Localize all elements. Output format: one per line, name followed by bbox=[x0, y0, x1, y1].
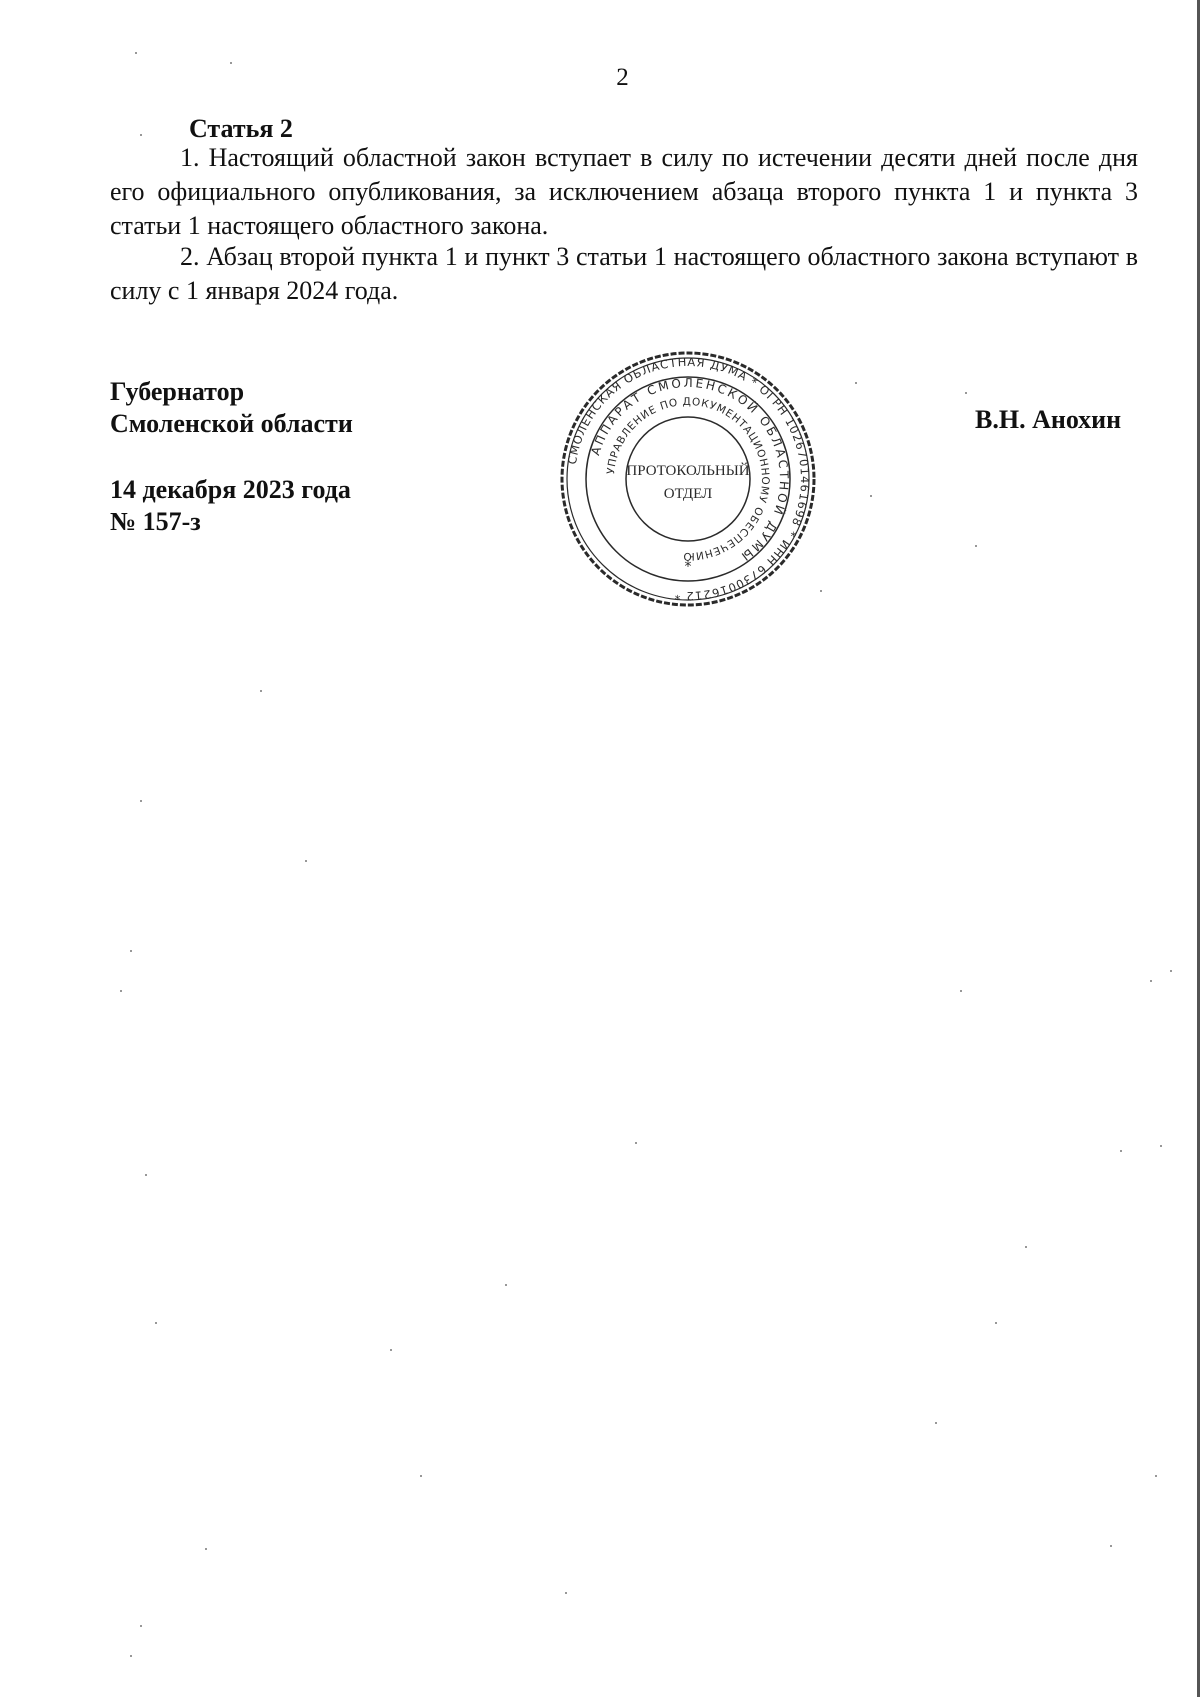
scan-speck bbox=[305, 860, 307, 862]
seal-star-icon: * bbox=[684, 559, 692, 575]
scan-speck bbox=[140, 134, 142, 136]
scan-speck bbox=[635, 1142, 637, 1144]
scan-speck bbox=[565, 1592, 567, 1594]
page-number: 2 bbox=[616, 64, 629, 91]
seal-inner-ring-text: УПРАВЛЕНИЕ ПО ДОКУМЕНТАЦИОННОМУ ОБЕСПЕЧЕНИЮ bbox=[605, 395, 772, 563]
scan-speck bbox=[130, 950, 132, 952]
scan-speck bbox=[855, 382, 857, 384]
scan-speck bbox=[120, 990, 122, 992]
scan-speck bbox=[1150, 980, 1152, 982]
scan-speck bbox=[130, 1655, 132, 1657]
scan-speck bbox=[975, 545, 977, 547]
scan-speck bbox=[145, 1174, 147, 1176]
scan-speck bbox=[155, 1322, 157, 1324]
scan-speck bbox=[1110, 1545, 1112, 1547]
scan-speck bbox=[420, 1475, 422, 1477]
seal-center-line-1: ПРОТОКОЛЬНЫЙ bbox=[626, 463, 750, 479]
scan-speck bbox=[960, 990, 962, 992]
scan-speck bbox=[205, 1548, 207, 1550]
scan-speck bbox=[1170, 970, 1172, 972]
scan-speck bbox=[965, 392, 967, 394]
scan-speck bbox=[820, 590, 822, 592]
scan-speck bbox=[995, 1322, 997, 1324]
article-paragraph-2: 2. Абзац второй пункта 1 и пункт 3 статьи 1 настоящего областного закона вступают в силу с 1 января 2024 года. bbox=[110, 242, 1138, 305]
scan-speck bbox=[140, 1625, 142, 1627]
issue-block bbox=[110, 474, 351, 538]
official-seal bbox=[558, 349, 818, 609]
issue-number: № 157-з bbox=[110, 507, 201, 536]
seal-middle-ring-text: АППАРАТ СМОЛЕНСКОЙ ОБЛАСТНОЙ ДУМЫ bbox=[588, 375, 792, 565]
scan-speck bbox=[140, 800, 142, 802]
seal-outer-ring-text: СМОЛЕНСКАЯ ОБЛАСТНАЯ ДУМА * ОГРН 1026701461698 * ИНН 6730016212 * bbox=[564, 354, 813, 604]
scan-speck bbox=[1155, 1475, 1157, 1477]
scan-speck bbox=[505, 1284, 507, 1286]
issue-date: 14 декабря 2023 года bbox=[110, 475, 351, 504]
scan-speck bbox=[1025, 1246, 1027, 1248]
signer-position-line-2: Смоленской области bbox=[110, 409, 353, 438]
scan-speck bbox=[260, 690, 262, 692]
scan-speck bbox=[135, 52, 137, 54]
signer-position-line-1: Губернатор bbox=[110, 377, 245, 406]
article-paragraph-1: 1. Настоящий областной закон вступает в силу по истечении десяти дней после дня его официального опубликования, за исключением абзаца второго пункта 1 и пункта 3 статьи 1 настоящего областного закона. bbox=[110, 143, 1138, 240]
scan-speck bbox=[870, 495, 872, 497]
scan-speck bbox=[230, 62, 232, 64]
signer-position bbox=[110, 376, 353, 440]
scan-speck bbox=[390, 1349, 392, 1351]
scan-speck bbox=[935, 1422, 937, 1424]
signer-name: В.Н. Анохин bbox=[975, 405, 1122, 434]
scan-speck bbox=[1120, 1150, 1122, 1152]
seal-center-line-2: ОТДЕЛ bbox=[663, 486, 713, 502]
scan-speck bbox=[1160, 1145, 1162, 1147]
article-title: Статья 2 bbox=[189, 114, 293, 143]
